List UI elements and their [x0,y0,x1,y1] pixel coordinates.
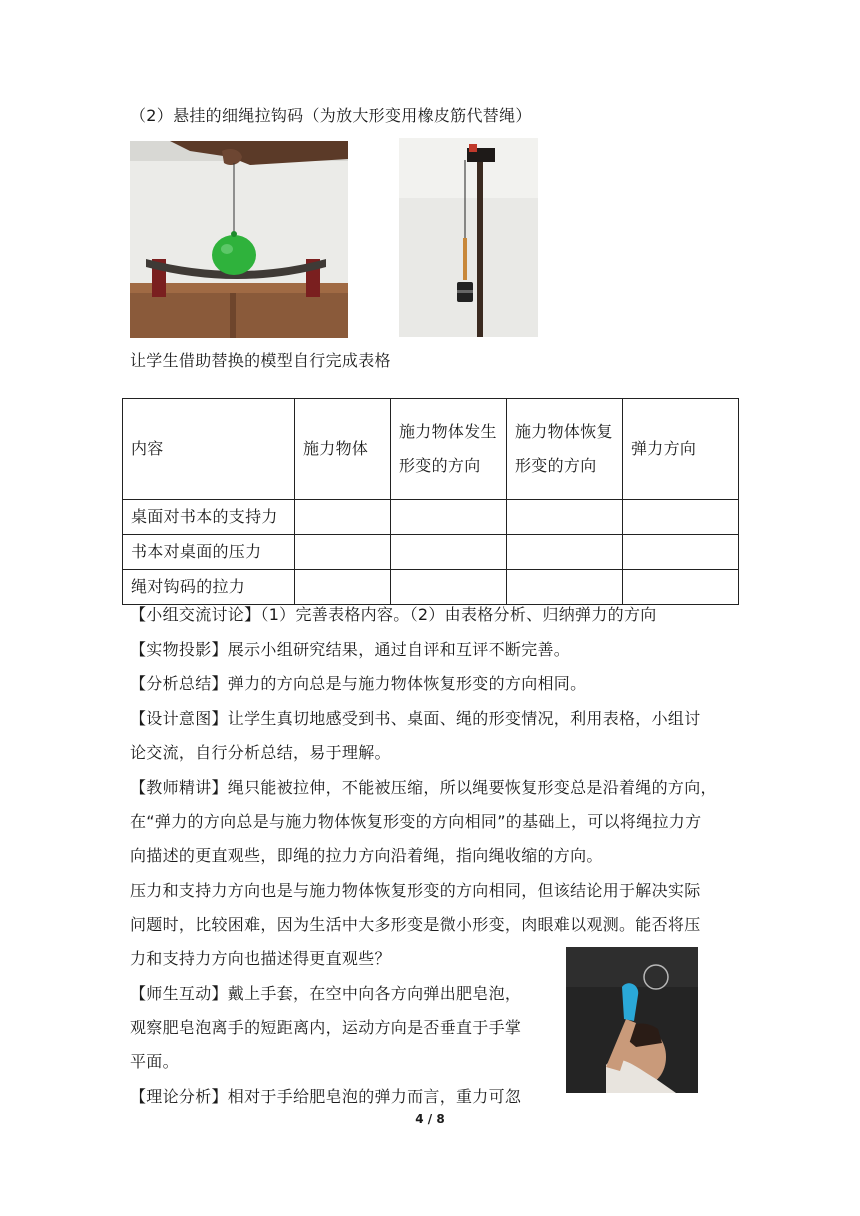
table-header-cell: 弹力方向 [623,399,739,500]
paragraph-line: 在“弹力的方向总是与施力物体恢复形变的方向相同”的基础上，可以将绳拉力方 [130,812,702,831]
table-cell: 书本对桌面的压力 [123,535,295,570]
table-header-row [123,399,739,500]
paragraph-line: 【教师精讲】绳只能被拉伸，不能被压缩，所以绳要恢复形变总是沿着绳的方向， [130,778,717,797]
paragraph-line: 【实物投影】展示小组研究结果，通过自评和互评不断完善。 [130,640,571,659]
table-cell [295,570,391,605]
stand-weight-photo [399,138,538,337]
table-cell [391,570,507,605]
table-header-cell: 施力物体发生形变的方向 [391,399,507,500]
paragraph-line: 平面。 [130,1052,179,1071]
page-number: 4 / 8 [415,1112,445,1126]
paragraph-line: 问题时，比较困难，因为生活中大多形变是微小形变，肉眼难以观测。能否将压 [130,915,701,934]
balloon-plank-photo [130,141,348,338]
table-cell [507,500,623,535]
paragraph-line: 【设计意图】让学生真切地感受到书、桌面、绳的形变情况，利用表格，小组讨 [130,709,701,728]
table-row [123,500,739,535]
section-heading: （2）悬挂的细绳拉钩码（为放大形变用橡皮筋代替绳） [130,106,532,125]
table-header-cell: 内容 [123,399,295,500]
paragraph-line: 观察肥皂泡离手的短距离内，运动方向是否垂直于手掌 [130,1018,522,1037]
table-cell [623,535,739,570]
paragraph-line: 【师生互动】戴上手套，在空中向各方向弹出肥皂泡， [130,984,522,1003]
table-cell [507,535,623,570]
table-cell [623,570,739,605]
paragraph-line: 【理论分析】相对于手给肥皂泡的弹力而言，重力可忽 [130,1087,522,1106]
table-cell [295,535,391,570]
elastic-force-table [122,398,739,605]
table-row [123,570,739,605]
paragraph-line: 【分析总结】弹力的方向总是与施力物体恢复形变的方向相同。 [130,674,587,693]
table-cell [391,535,507,570]
table-header-cell: 施力物体恢复形变的方向 [507,399,623,500]
soap-bubble-photo [566,947,698,1093]
table-header-cell: 施力物体 [295,399,391,500]
table-cell [623,500,739,535]
paragraph-line: 向描述的更直观些，即绳的拉力方向沿着绳，指向绳收缩的方向。 [130,846,603,865]
paragraph-line: 论交流，自行分析总结，易于理解。 [130,743,391,762]
table-cell [295,500,391,535]
table-cell [391,500,507,535]
paragraph-line: 力和支持力方向也描述得更直观些？ [130,949,391,968]
paragraph-line: 【小组交流讨论】（1）完善表格内容。（2）由表格分析、归纳弹力的方向 [130,605,657,624]
table-cell: 桌面对书本的支持力 [123,500,295,535]
table-caption: 让学生借助替换的模型自行完成表格 [130,351,391,370]
paragraph-line: 压力和支持力方向也是与施力物体恢复形变的方向相同，但该结论用于解决实际 [130,881,701,900]
table-cell: 绳对钩码的拉力 [123,570,295,605]
table-row [123,535,739,570]
table-cell [507,570,623,605]
